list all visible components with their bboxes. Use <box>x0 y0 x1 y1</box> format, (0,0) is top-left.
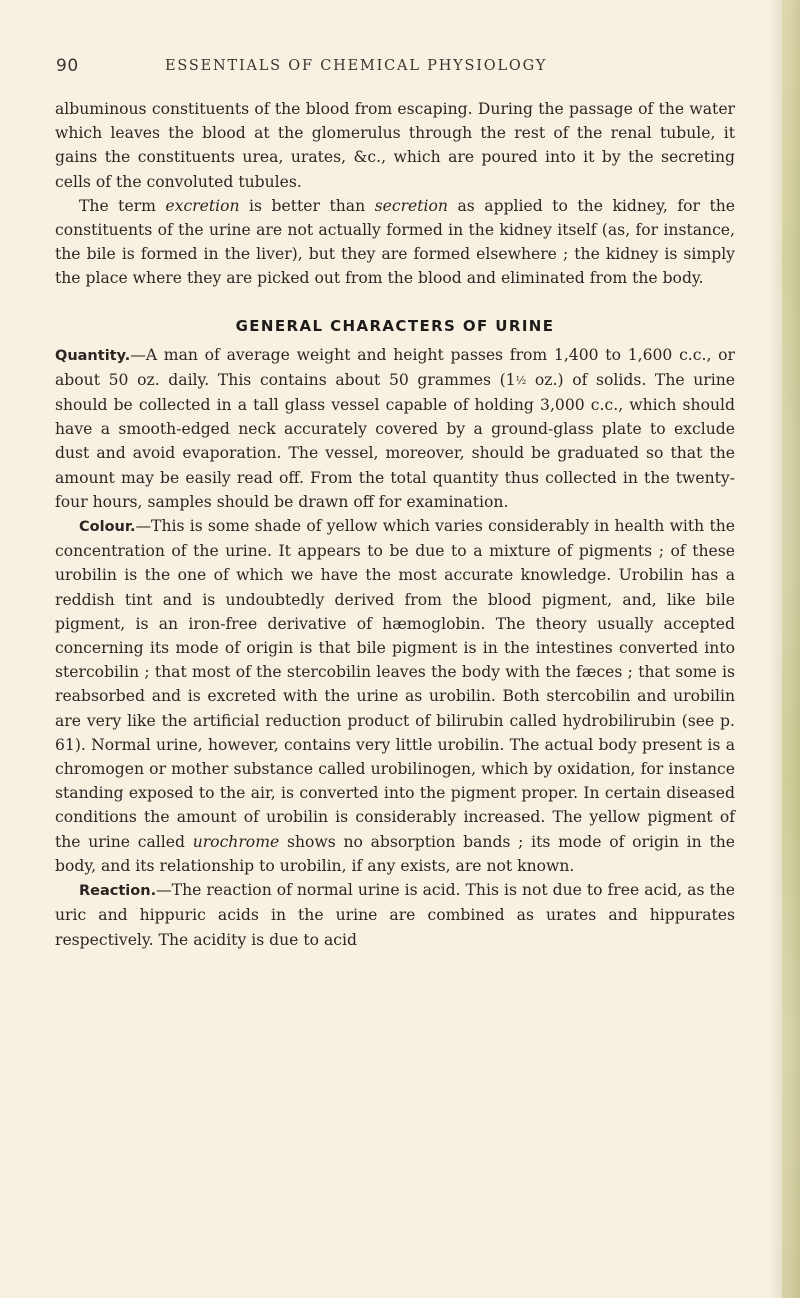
page-number: 90 <box>56 56 79 76</box>
run-in-heading-quantity: Quantity. <box>55 347 131 364</box>
text-run: shows no absorption bands ; its mode of origin in the body, and its relationship to urobilin, if any exists, are not known. <box>55 832 735 875</box>
page-body <box>55 97 735 952</box>
text-run: is better than <box>239 196 375 215</box>
paragraph-reaction <box>55 878 735 952</box>
page-header <box>0 56 800 80</box>
section-heading: GENERAL CHARACTERS OF URINE <box>235 316 555 335</box>
text-run: —The reaction of normal urine is acid. This is not due to free acid, as the uric and hippuric acids in the urine are combined as urates and hippurates respectively. The acidity is due to acid <box>55 881 735 949</box>
text-run: The term <box>79 196 166 215</box>
paragraph-continuation: albuminous constituents of the blood from escaping. During the passage of the water which leaves the blood at the glomerulus through the rest of the renal tubule, it gains the constituents urea, urates, &c., which are poured into it by the secreting cells of the convoluted tubules. <box>55 100 735 191</box>
run-in-heading-colour: Colour. <box>79 519 136 536</box>
italic-term-secretion: secretion <box>374 196 448 215</box>
text-run: —A man of average weight and height passes from 1,400 to 1,600 c.c., or about 50 oz. daily. This contains about 50 grammes (1 <box>55 345 735 389</box>
italic-term-urochrome: urochrome <box>192 832 280 851</box>
running-head: ESSENTIALS OF CHEMICAL PHYSIOLOGY <box>165 58 548 74</box>
paragraph-colour <box>55 514 735 878</box>
text-run: oz.) of solids. The urine should be collected in a tall glass vessel capable of holding 3,000 c.c., which should have a smooth-edged neck accurately covered by a ground-glass plate to exclude dust and avoid evaporation. The vessel, moreover, should be graduated so that the amount may be easily read off. From the total quantity thus collected in the twenty-four hours, samples should be drawn off for examination. <box>55 370 735 511</box>
fraction-half: ½ <box>515 373 527 387</box>
run-in-heading-reaction: Reaction. <box>79 883 157 900</box>
text-run: as applied to the kidney, for the constituents of the urine are not actually formed in the kidney itself (as, for instance, the bile is formed in the liver), but they are formed elsewhere ; the kidney is simply the place where they are picked out from the blood and eliminated from the body. <box>55 196 735 288</box>
paragraph-quantity <box>55 343 735 514</box>
paragraph-excretion <box>55 194 735 291</box>
text-run: —This is some shade of yellow which varies considerably in health with the concentration of the urine. It appears to be due to a mixture of pigments ; of these urobilin is the one of which we have the most accurate knowledge. Urobilin has a reddish tint and is undoubtedly derived from the blood pigment, and, like bile pigment, is an iron-free derivative of hæmoglobin. The theory usually accepted concerning its mode of origin is that bile pigment is in the intestines converted into stercobilin ; that most of the stercobilin leaves the body with the fæces ; that some is reabsorbed and is excreted with the urine as urobilin. Both stercobilin and urobilin are very like the artificial reduction product of bilirubin called hydrobilirubin (see p. 61). Normal urine, however, contains very little urobilin. The actual body present is a chromogen or mother substance called urobilinogen, which by oxidation, for instance standing exposed to the air, is converted into the pigment proper. In certain diseased conditions the amount of urobilin is considerably increased. The yellow pigment of the urine called <box>55 517 735 851</box>
italic-term-excretion: excretion <box>165 196 240 215</box>
page-edge-shadow <box>782 0 800 1298</box>
